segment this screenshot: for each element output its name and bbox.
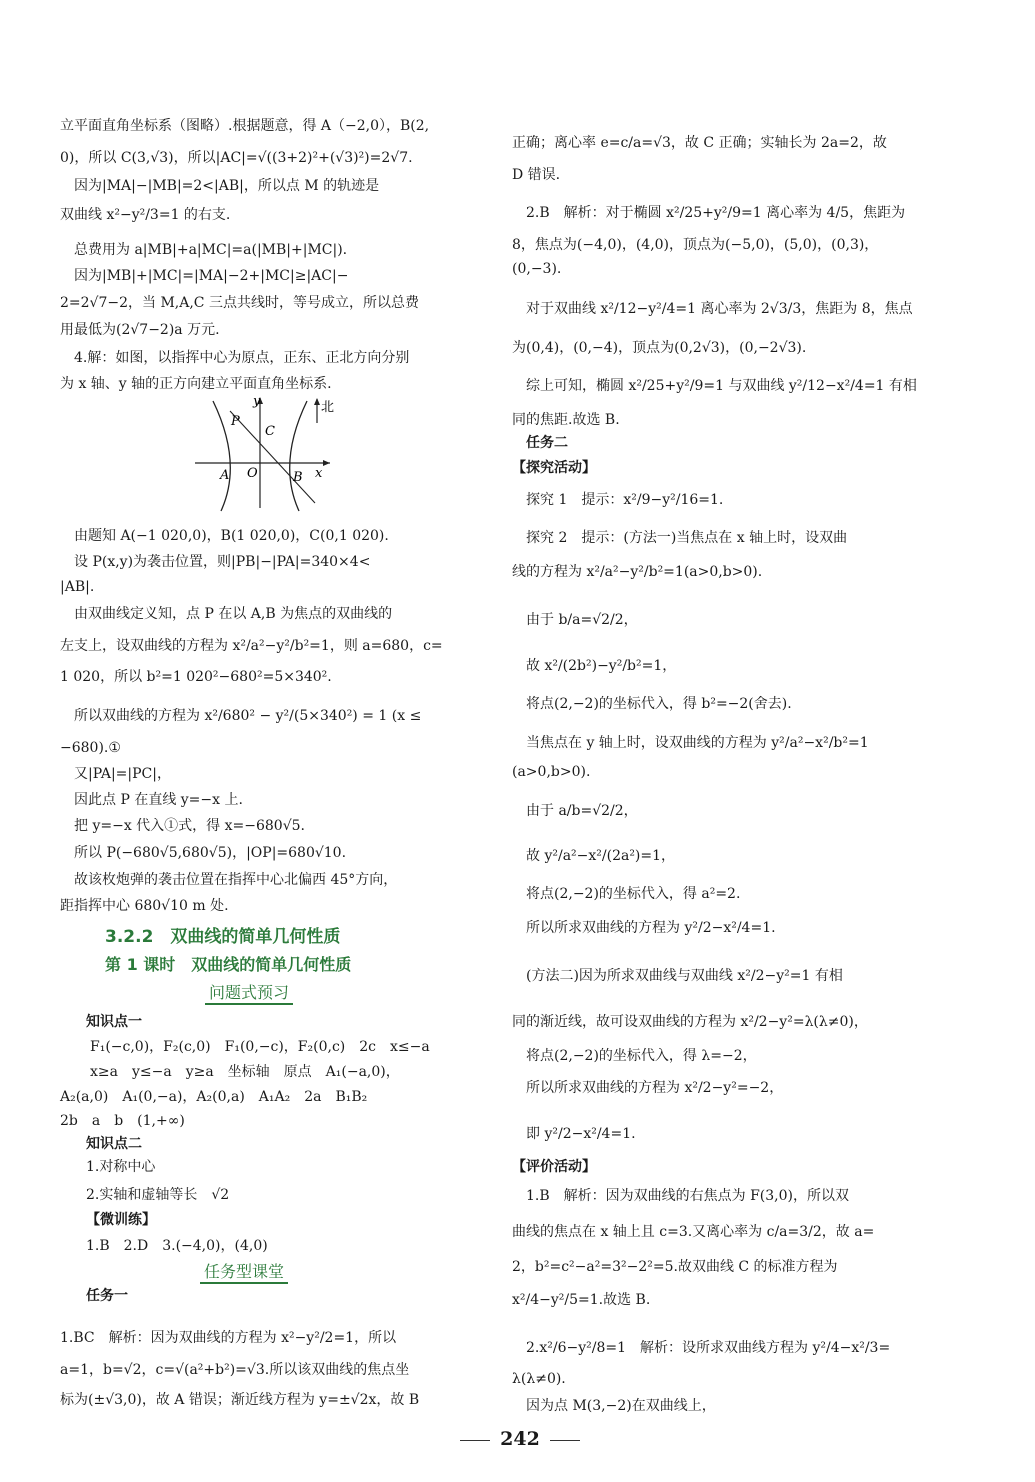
- text-line: 综上可知，椭圆 x²/25+y²/9=1 与双曲线 y²/12−x²/4=1 有相: [512, 378, 917, 394]
- text-line: 立平面直角坐标系（图略）.根据题意，得 A（−2,0），B(2,: [60, 118, 430, 134]
- text-line: D 错误.: [512, 167, 561, 183]
- text-line: 对于双曲线 x²/12−y²/4=1 离心率为 2√3/3，焦距为 8，焦点: [512, 301, 913, 317]
- text-line: 设 P(x,y)为袭击位置，则|PB|−|PA|=340×4<: [60, 554, 371, 570]
- text-line: 由题知 A(−1 020,0)，B(1 020,0)，C(0,1 020).: [60, 528, 389, 544]
- dash-left: [460, 1440, 490, 1441]
- text-line: 将点(2,−2)的坐标代入，得 a²=2.: [512, 886, 741, 902]
- text-line: 0)，所以 C(3,√3)，所以|AC|=√((3+2)²+(√3)²)=2√7.: [60, 150, 413, 166]
- text-line: 所以双曲线的方程为 x²/680² − y²/(5×340²) = 1 (x ≤: [60, 708, 422, 724]
- text-line: 1.B 解析：因为双曲线的右焦点为 F(3,0)，所以双: [512, 1188, 849, 1204]
- task-class-heading: 任务型课堂: [200, 1262, 288, 1284]
- text-line: 同的焦距.故选 B.: [512, 412, 620, 428]
- text-line: (0,−3).: [512, 261, 562, 277]
- text-line: 将点(2,−2)的坐标代入，得 b²=−2(舍去).: [512, 696, 792, 712]
- text-line: 曲线的焦点在 x 轴上且 c=3.又离心率为 c/a=3/2，故 a=: [512, 1224, 875, 1240]
- origin-o: O: [247, 466, 258, 481]
- text-line: 正确；离心率 e=c/a=√3，故 C 正确；实轴长为 2a=2，故: [512, 135, 887, 151]
- text-line: 双曲线 x²−y²/3=1 的右支.: [60, 207, 231, 223]
- knowledge-heading: 知识点一: [86, 1014, 142, 1030]
- text-line: 1.对称中心: [86, 1159, 156, 1175]
- text-line: 故 x²/(2b²)−y²/b²=1，: [512, 658, 677, 674]
- text-line: 所以所求双曲线的方程为 x²/2−y²=−2，: [512, 1080, 784, 1096]
- text-line: 1.B 2.D 3.(−4,0)，(4,0): [86, 1238, 268, 1254]
- left-branch: [213, 401, 230, 511]
- text-line: 因为点 M(3,−2)在双曲线上，: [512, 1398, 716, 1414]
- text-line: 因此点 P 在直线 y=−x 上.: [60, 792, 243, 808]
- text-line: 1 020，所以 b²=1 020²−680²=5×340².: [60, 669, 332, 685]
- text-line: x²/4−y²/5=1.故选 B.: [512, 1292, 651, 1308]
- text-line: 2.B 解析：对于椭圆 x²/25+y²/9=1 离心率为 4/5，焦距为: [512, 205, 906, 221]
- text-line: A₂(a,0) A₁(0,−a)，A₂(0,a) A₁A₂ 2a B₁B₂: [60, 1089, 368, 1105]
- text-line: 故该枚炮弹的袭击位置在指挥中心北偏西 45°方向，: [60, 872, 398, 888]
- hyperbola-figure: [135, 393, 335, 513]
- section-title: 3.2.2 双曲线的简单几何性质: [105, 927, 341, 947]
- task-heading: 任务一: [86, 1288, 128, 1304]
- lesson-title: 第 1 课时 双曲线的简单几何性质: [105, 955, 352, 974]
- north-arrow-head: [314, 398, 320, 405]
- right-branch: [290, 401, 307, 511]
- text-line: 同的渐近线，故可设双曲线的方程为 x²/2−y²=λ(λ≠0)，: [512, 1014, 868, 1030]
- text-line: 2.实轴和虚轴等长 √2: [86, 1187, 230, 1203]
- text-line: 标为(±√3,0)，故 A 错误；渐近线方程为 y=±√2x，故 B: [60, 1392, 420, 1408]
- text-line: F₁(−c,0)，F₂(c,0) F₁(0,−c)，F₂(0,c) 2c x≤−a: [90, 1039, 430, 1055]
- x-axis-arrow: [323, 460, 330, 466]
- text-line: 2b a b (1,+∞): [60, 1113, 185, 1129]
- text-line: 为 x 轴、y 轴的正方向建立平面直角坐标系.: [60, 376, 332, 392]
- text-line: 左支上，设双曲线的方程为 x²/a²−y²/b²=1，则 a=680，c=: [60, 638, 443, 654]
- point-a: A: [220, 468, 230, 483]
- knowledge-heading: 知识点二: [86, 1136, 142, 1152]
- text-line: 所以所求双曲线的方程为 y²/2−x²/4=1.: [512, 920, 776, 936]
- micro-heading: 【微训练】: [86, 1212, 156, 1228]
- x-label: x: [315, 466, 323, 481]
- text-line: 由双曲线定义知，点 P 在以 A,B 为焦点的双曲线的: [60, 606, 393, 622]
- preview-heading: 问题式预习: [205, 983, 293, 1005]
- y-label: y: [253, 394, 261, 409]
- text-line: 2.x²/6−y²/8=1 解析：设所求双曲线方程为 y²/4−x²/3=: [512, 1340, 891, 1356]
- point-b: B: [293, 470, 303, 485]
- text-line: 2，b²=c²−a²=3²−2²=5.故双曲线 C 的标准方程为: [512, 1259, 838, 1275]
- text-line: 距指挥中心 680√10 m 处.: [60, 898, 229, 914]
- text-line: 即 y²/2−x²/4=1.: [512, 1126, 636, 1142]
- text-line: a=1，b=√2，c=√(a²+b²)=√3.所以该双曲线的焦点坐: [60, 1362, 410, 1378]
- task-heading: 任务二: [512, 435, 568, 451]
- text-line: 总费用为 a|MB|+a|MC|=a(|MB|+|MC|).: [60, 242, 348, 258]
- dash-right: [550, 1440, 580, 1441]
- text-line: 把 y=−x 代入①式，得 x=−680√5.: [60, 818, 305, 834]
- text-line: 由于 b/a=√2/2，: [512, 612, 638, 628]
- text-line: 线的方程为 x²/a²−y²/b²=1(a>0,b>0).: [512, 564, 763, 580]
- text-line: 为(0,4)，(0,−4)，顶点为(0,2√3)，(0,−2√3).: [512, 340, 807, 356]
- text-line: λ(λ≠0).: [512, 1371, 566, 1387]
- north-label: 北: [321, 400, 335, 415]
- text-line: 故 y²/a²−x²/(2a²)=1，: [512, 848, 676, 864]
- text-line: 将点(2,−2)的坐标代入，得 λ=−2，: [512, 1048, 757, 1064]
- page-number-value: 242: [500, 1428, 540, 1450]
- text-line: (a>0,b>0).: [512, 764, 591, 780]
- text-line: 当焦点在 y 轴上时，设双曲线的方程为 y²/a²−x²/b²=1: [512, 735, 869, 751]
- text-line: 又|PA|=|PC|，: [60, 766, 171, 782]
- text-line: 1.BC 解析：因为双曲线的方程为 x²−y²/2=1，所以: [60, 1330, 397, 1346]
- text-line: 由于 a/b=√2/2，: [512, 803, 638, 819]
- text-line: 2=2√7−2，当 M,A,C 三点共线时，等号成立，所以总费: [60, 295, 419, 311]
- text-line: 因为|MA|−|MB|=2<|AB|，所以点 M 的轨迹是: [60, 178, 380, 194]
- text-line: 因为|MB|+|MC|=|MA|−2+|MC|≥|AC|−: [60, 268, 349, 284]
- text-line: x≥a y≤−a y≥a 坐标轴 原点 A₁(−a,0)，: [90, 1064, 400, 1080]
- text-line: −680).①: [60, 740, 121, 756]
- text-line: 4.解：如图，以指挥中心为原点，正东、正北方向分别: [60, 350, 410, 366]
- text-line: |AB|.: [60, 579, 95, 595]
- text-line: 探究 1 提示：x²/9−y²/16=1.: [512, 492, 724, 508]
- point-c: C: [265, 424, 275, 439]
- page-number: [420, 1428, 620, 1450]
- activity-heading: 【探究活动】: [512, 460, 596, 476]
- text-line: 用最低为(2√7−2)a 万元.: [60, 322, 220, 338]
- text-line: 所以 P(−680√5,680√5)，|OP|=680√10.: [60, 845, 347, 861]
- activity-heading: 【评价活动】: [512, 1159, 596, 1175]
- text-line: 8，焦点为(−4,0)，(4,0)，顶点为(−5,0)，(5,0)，(0,3)，: [512, 237, 879, 253]
- text-line: 探究 2 提示：(方法一)当焦点在 x 轴上时，设双曲: [512, 530, 848, 546]
- text-line: (方法二)因为所求双曲线与双曲线 x²/2−y²=1 有相: [512, 968, 843, 984]
- point-p: P: [231, 414, 240, 429]
